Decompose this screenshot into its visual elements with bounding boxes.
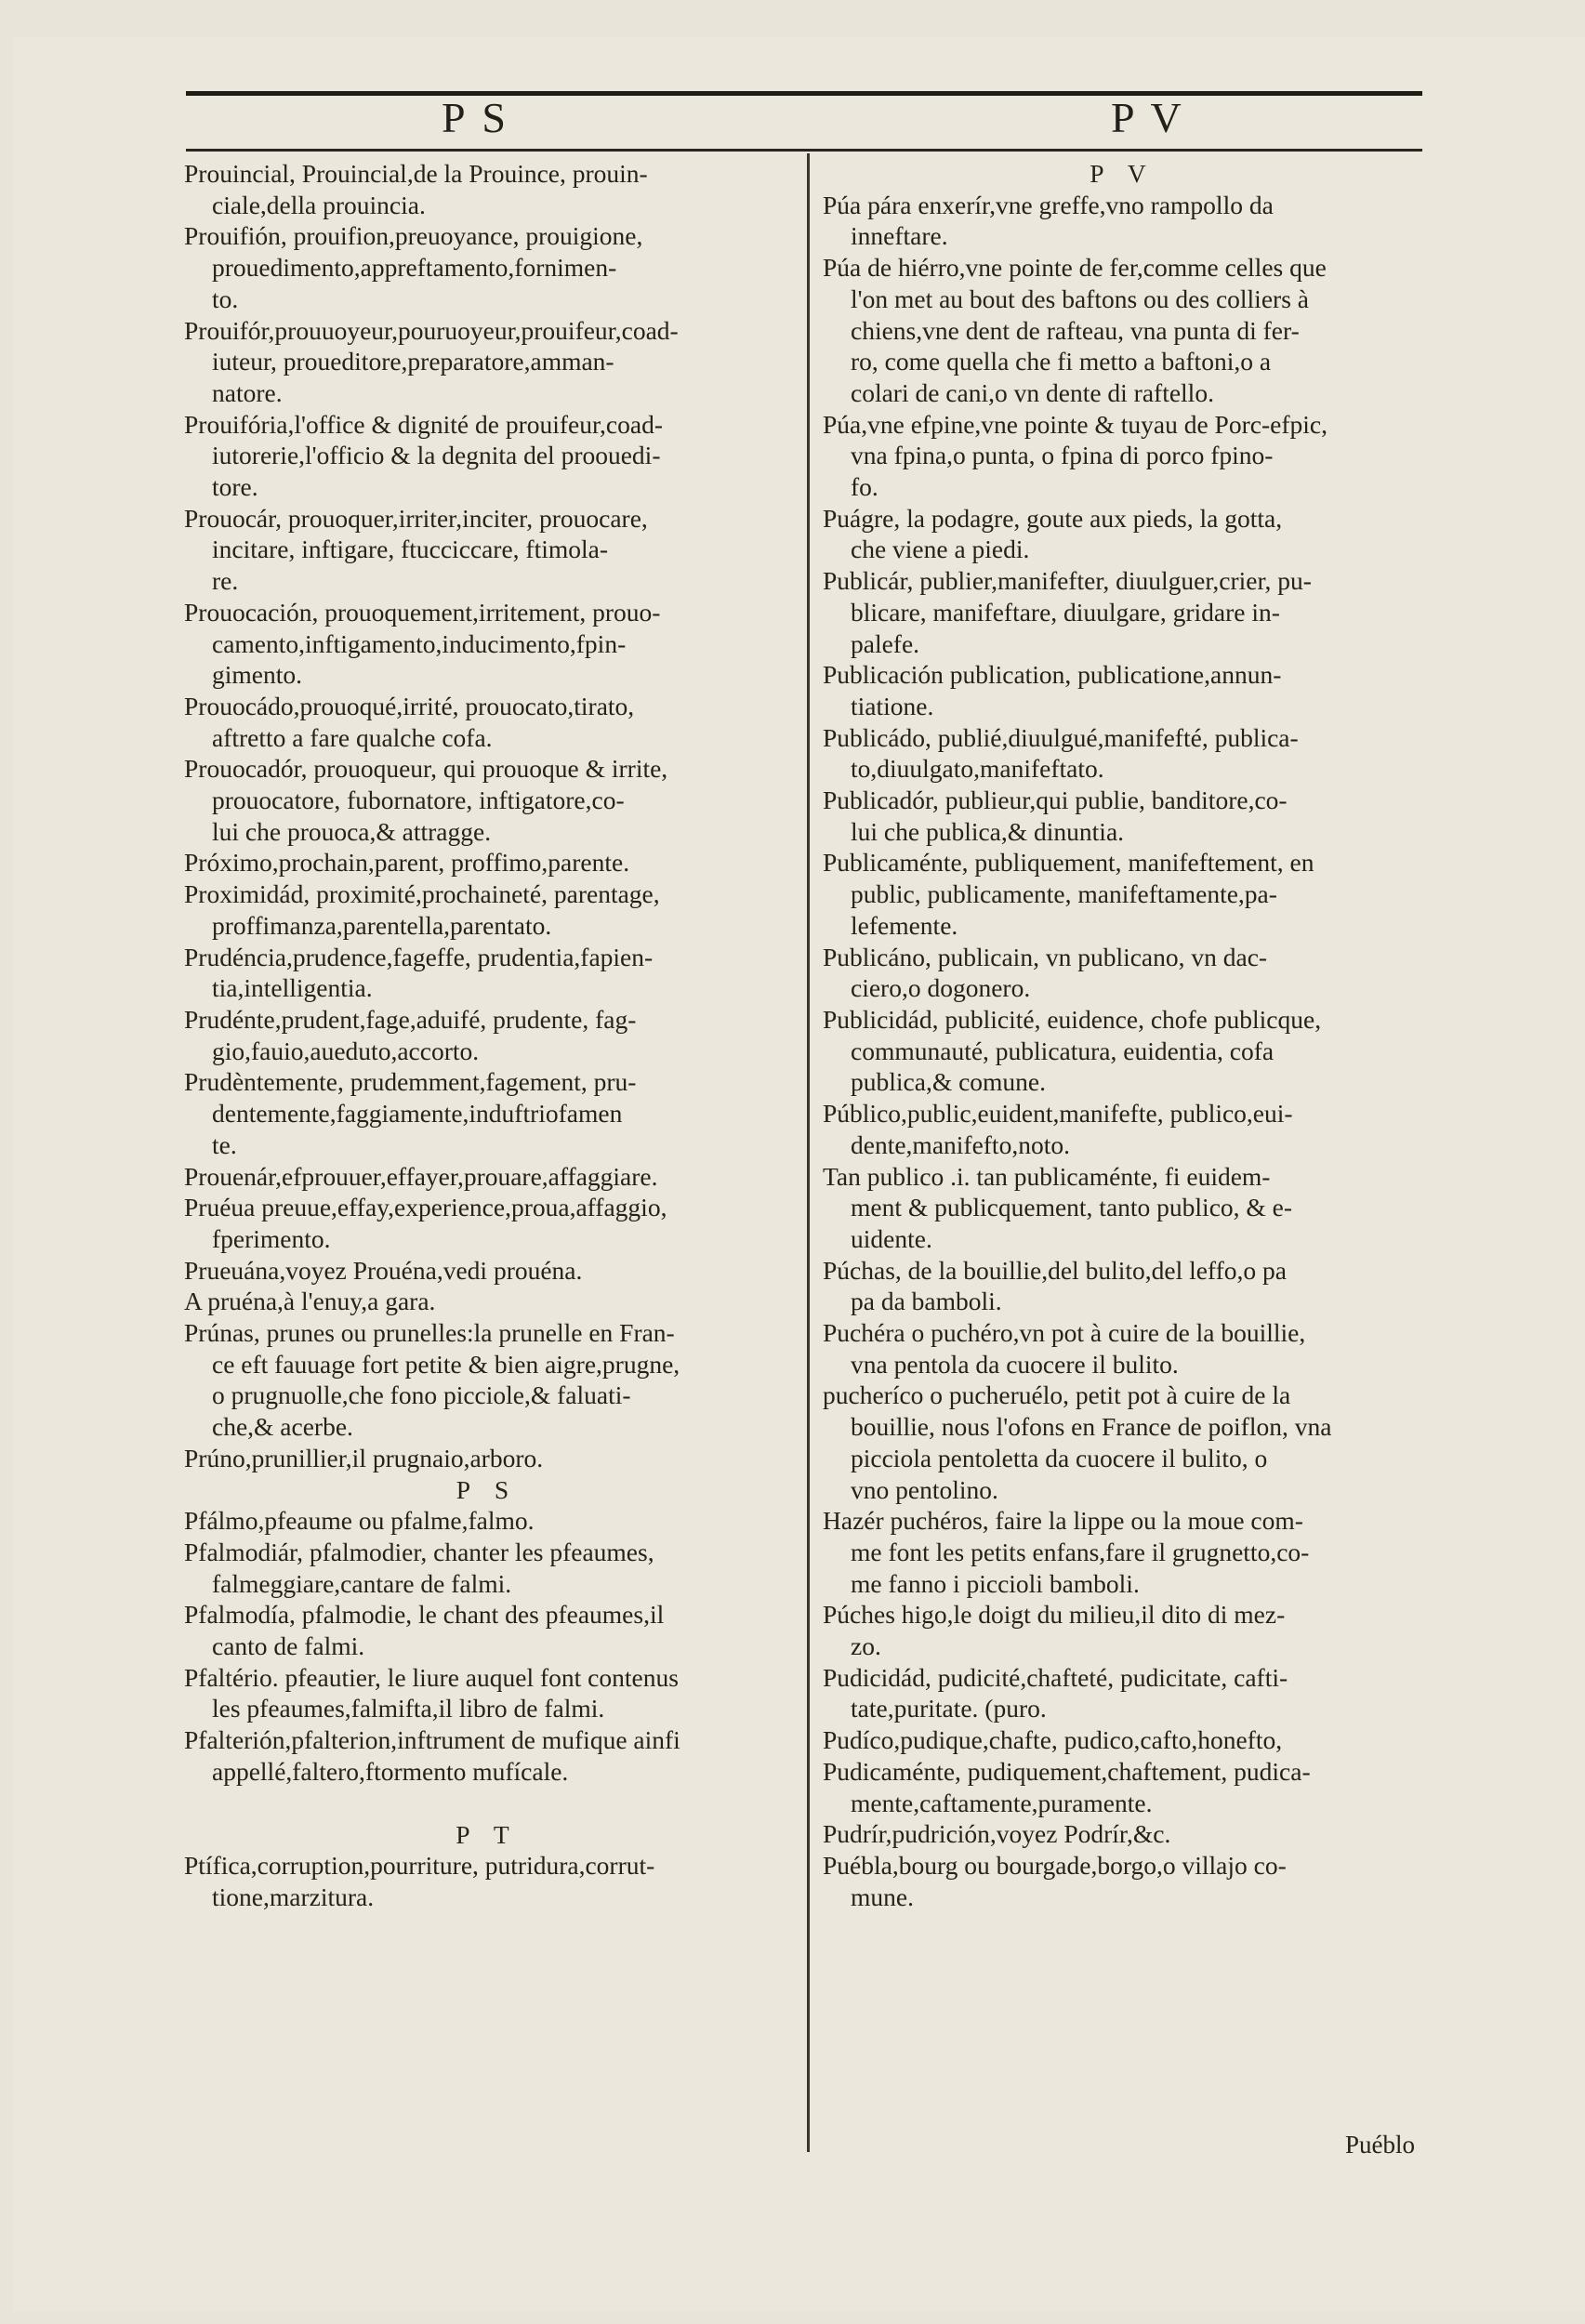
dictionary-entry: Prouifión, prouifion,preuoyance, prouigione, prouedimento,appreftamento,fornimen- to. bbox=[184, 221, 643, 313]
dictionary-entry: Prouifória,l'office & dignité de prouifeur,coad- iutorerie,l'officio & la degnita del proouedi- tore. bbox=[184, 409, 663, 502]
dictionary-entry: Publicaménte, publiquement, manifeftement, en public, publicamente, manifeftamente,pa- lefemente. bbox=[823, 848, 1314, 940]
dictionary-entry: Pudrír,pudrición,voyez Podrír,&c. bbox=[823, 1819, 1171, 1849]
dictionary-entry: Prudèntemente, prudemment,fagement, pru- dentemente,faggiamente,induftriofamen te. bbox=[184, 1067, 637, 1159]
dictionary-entry: Pfalmodiár, pfalmodier, chanter les pfeaumes, falmeggiare,cantare de falmi. bbox=[184, 1537, 654, 1598]
dictionary-entry: Tan publico .i. tan publicaménte, fi euidem- ment & publicquement, tanto publico, & e- uidente. bbox=[823, 1161, 1293, 1253]
dictionary-entry: Prouocadór, prouoqueur, qui prouoque & irrite, prouocatore, fubornatore, inftigatore,co- lui che prouoca,& attragge. bbox=[184, 754, 668, 846]
dictionary-entry: Prouocádo,prouoqué,irrité, prouocato,tirato, aftretto a fare qualche cofa. bbox=[184, 691, 635, 752]
running-head-right: P V bbox=[1111, 94, 1185, 141]
right-column bbox=[823, 158, 1422, 1912]
section-heading: P S bbox=[456, 1474, 519, 1504]
dictionary-entry: Pfálmo,pfeaume ou pfalme,falmo. bbox=[184, 1506, 535, 1536]
dictionary-entry: Publicación publication, publicatione,annun- tiatione. bbox=[823, 660, 1282, 720]
dictionary-entry: Prueuána,voyez Prouéna,vedi prouéna. bbox=[184, 1255, 583, 1285]
dictionary-entry: Puágre, la podagre, goute aux pieds, la gotta, che viene a piedi. bbox=[823, 503, 1283, 564]
dictionary-entry: Prouocár, prouoquer,irriter,inciter, prouocare, incitare, inftigare, ftucciccare, ftimola- re. bbox=[184, 503, 648, 596]
dictionary-entry: Prudénte,prudent,fage,aduifé, prudente, fag- gio,fauio,aueduto,accorto. bbox=[184, 1004, 637, 1065]
section-heading: P V bbox=[1090, 159, 1156, 188]
dictionary-entry: Hazér puchéros, faire la lippe ou la moue com- me font les petits enfans,fare il grugnetto,co- me fanno i piccioli bamboli. bbox=[823, 1506, 1310, 1598]
dictionary-entry: Ptífica,corruption,pourriture, putridura,corrut- tione,marzitura. bbox=[184, 1851, 655, 1911]
dictionary-entry: Publicidád, publicité, euidence, chofe publicque, communauté, publicatura, euidentia, cofa publica,& comune. bbox=[823, 1004, 1322, 1097]
dictionary-entry: Publicadór, publieur,qui publie, banditore,co- lui che publica,& dinuntia. bbox=[823, 786, 1288, 846]
dictionary-entry: Puchéra o puchéro,vn pot à cuire de la bouillie, vna pentola da cuocere il bulito. bbox=[823, 1318, 1306, 1379]
dictionary-entry: A pruéna,à l'enuy,a gara. bbox=[184, 1287, 436, 1316]
dictionary-entry: pucheríco o pucheruélo, petit pot à cuire de la bouillie, nous l'ofons en France de poiflon, vna picciola pentoletta da cuocere il bulito, o vno pentolino. bbox=[823, 1380, 1332, 1504]
dictionary-entry: Próximo,prochain,parent, proffimo,parente. bbox=[184, 848, 630, 878]
dictionary-entry: Púches higo,le doigt du milieu,il dito di mez- zo. bbox=[823, 1600, 1286, 1661]
dictionary-entry: Prouocación, prouoquement,irritement, prouo- camento,inftigamento,inducimento,fpin- gimento. bbox=[184, 597, 661, 690]
dictionary-entry: Púa de hiérro,vne pointe de fer,comme celles que l'on met au bout des baftons ou des colliers à chiens,vne dent de rafteau, vna punta di fer- ro, come quella che fi metto a baftoni,o a colari de cani,o vn dente di raftello. bbox=[823, 253, 1327, 407]
catchword: Puéblo bbox=[1344, 2131, 1415, 2159]
running-head-left: P S bbox=[442, 94, 509, 141]
header-rule bbox=[186, 149, 1422, 152]
dictionary-entry: Prúnas, prunes ou prunelles:la prunelle en Fran- ce eft fauuage fort petite & bien aigre,prugne, o prugnuolle,che fono picciole,& faluati- che,& acerbe. bbox=[184, 1318, 680, 1442]
dictionary-entry: Prouifór,prouuoyeur,pouruoyeur,prouifeur,coad- iuteur, proueditore,preparatore,amman- natore. bbox=[184, 315, 679, 407]
dictionary-entry: Publicáno, publicain, vn publicano, vn dac- ciero,o dogonero. bbox=[823, 942, 1268, 1003]
dictionary-entry: Público,public,euident,manifefte, publico,eui- dente,manifefto,noto. bbox=[823, 1099, 1293, 1159]
dictionary-entry: Púa pára enxerír,vne greffe,vno rampollo da inneftare. bbox=[823, 190, 1274, 251]
dictionary-entry: Pfalmodía, pfalmodie, le chant des pfeaumes,il canto de falmi. bbox=[184, 1600, 665, 1661]
dictionary-entry: Púa,vne efpine,vne pointe & tuyau de Porc-efpic, vna fpina,o punta, o fpina di porco fpino- fo. bbox=[823, 409, 1327, 502]
left-column bbox=[184, 158, 790, 1913]
dictionary-entry: Prouincial, Prouincial,de la Prouince, prouin- ciale,della prouincia. bbox=[184, 159, 648, 219]
dictionary-entry: Puébla,bourg ou bourgade,borgo,o villajo co- mune. bbox=[823, 1850, 1287, 1911]
dictionary-entry: Pfalterión,pfalterion,inftrument de mufique ainfi appellé,faltero,ftormento mufícale. bbox=[184, 1725, 680, 1786]
dictionary-entry: Prúno,prunillier,il prugnaio,arboro. bbox=[184, 1443, 544, 1472]
dictionary-entry: Pudíco,pudique,chafte, pudico,cafto,honefto, bbox=[823, 1725, 1283, 1755]
dictionary-entry: Publicádo, publié,diuulgué,manifefté, publica- to,diuulgato,manifeftato. bbox=[823, 722, 1299, 784]
section-heading: P T bbox=[456, 1819, 519, 1849]
top-rule bbox=[186, 91, 1422, 96]
column-divider bbox=[807, 153, 810, 2152]
dictionary-entry: Pudicidád, pudicité,chafteté, pudicitate, cafti- tate,puritate. (puro. bbox=[823, 1662, 1288, 1723]
dictionary-entry: Prudéncia,prudence,fageffe, prudentia,fapien- tia,intelligentia. bbox=[184, 942, 654, 1003]
dictionary-entry: Púchas, de la bouillie,del bulito,del leffo,o pa pa da bamboli. bbox=[823, 1255, 1287, 1316]
dictionary-entry: Pudicaménte, pudiquement,chaftement, pudica- mente,caftamente,puramente. bbox=[823, 1756, 1311, 1817]
dictionary-entry: Prouenár,efprouuer,effayer,prouare,affaggiare. bbox=[184, 1161, 658, 1191]
dictionary-entry: Pfaltério. pfeautier, le liure auquel font contenus les pfeaumes,falmifta,il libro de falmi. bbox=[184, 1662, 679, 1723]
dictionary-entry: Publicár, publier,manifefter, diuulguer,crier, pu- blicare, manifeftare, diuulgare, gridare in- palefe. bbox=[823, 566, 1312, 658]
dictionary-entry: Proximidád, proximité,prochaineté, parentage, proffimanza,parentella,parentato. bbox=[184, 879, 660, 940]
dictionary-entry: Pruéua preuue,effay,experience,proua,affaggio, fperimento. bbox=[184, 1193, 667, 1253]
